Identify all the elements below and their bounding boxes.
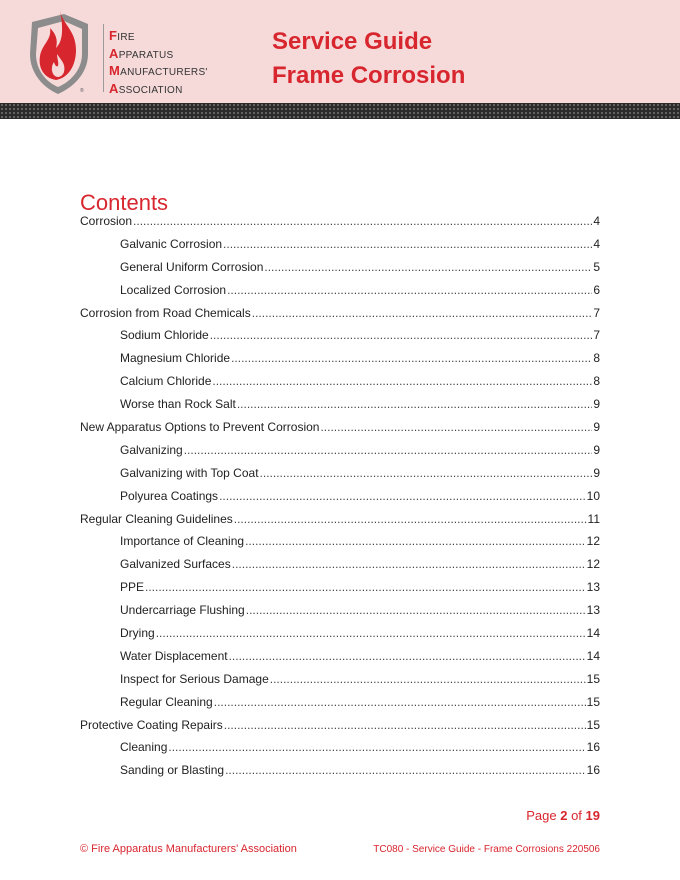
toc-entry[interactable] bbox=[80, 603, 600, 626]
toc-entry-page: 14 bbox=[586, 626, 600, 641]
toc-entry-title: Corrosion bbox=[80, 214, 133, 228]
toc-entry-page: 6 bbox=[593, 282, 600, 297]
toc-entry[interactable] bbox=[80, 397, 600, 420]
toc-leader-dots bbox=[210, 328, 593, 342]
toc-leader-dots bbox=[232, 557, 586, 571]
toc-entry-title: Sanding or Blasting bbox=[120, 763, 225, 778]
toc-entry[interactable] bbox=[80, 328, 600, 351]
toc-entry-title: Polyurea Coatings bbox=[120, 488, 219, 503]
toc-entry-page: 13 bbox=[586, 580, 600, 595]
toc-entry-page: 13 bbox=[586, 603, 600, 618]
toc-entry-page: 14 bbox=[586, 648, 600, 663]
toc-entry[interactable] bbox=[80, 466, 600, 489]
toc-entry[interactable] bbox=[80, 443, 600, 466]
toc-entry[interactable] bbox=[80, 237, 600, 260]
toc-entry-title: Undercarriage Flushing bbox=[120, 603, 245, 618]
toc-entry[interactable] bbox=[80, 695, 600, 718]
toc-entry[interactable] bbox=[80, 214, 600, 237]
toc-entry[interactable] bbox=[80, 420, 600, 443]
toc-entry[interactable] bbox=[80, 718, 600, 741]
toc-entry-page: 16 bbox=[586, 740, 600, 755]
table-of-contents bbox=[80, 214, 600, 786]
toc-leader-dots bbox=[156, 626, 586, 640]
toc-entry-title: Importance of Cleaning bbox=[120, 534, 245, 549]
toc-entry[interactable] bbox=[80, 489, 600, 512]
toc-leader-dots bbox=[234, 512, 587, 526]
toc-entry[interactable] bbox=[80, 672, 600, 695]
toc-entry-page: 10 bbox=[586, 488, 600, 503]
toc-entry-title: Galvanized Surfaces bbox=[120, 557, 231, 572]
toc-entry[interactable] bbox=[80, 626, 600, 649]
footer-document-id: TC080 - Service Guide - Frame Corrosions 220506 bbox=[373, 844, 600, 855]
toc-entry-title: Localized Corrosion bbox=[120, 282, 227, 297]
page-header bbox=[0, 0, 680, 103]
footer-copyright: © Fire Apparatus Manufacturers' Association bbox=[80, 843, 297, 855]
toc-leader-dots bbox=[264, 260, 592, 274]
wordmark-line: FIRE bbox=[109, 28, 135, 43]
toc-leader-dots bbox=[231, 351, 592, 365]
toc-entry-page: 7 bbox=[593, 328, 600, 343]
toc-entry-page: 15 bbox=[586, 671, 600, 686]
toc-leader-dots bbox=[260, 466, 593, 480]
toc-entry-title: Water Displacement bbox=[120, 648, 228, 663]
toc-leader-dots bbox=[212, 374, 592, 388]
toc-leader-dots bbox=[245, 534, 586, 548]
toc-entry-title: Worse than Rock Salt bbox=[120, 397, 236, 412]
toc-entry-page: 4 bbox=[593, 236, 600, 251]
toc-entry-page: 7 bbox=[593, 305, 600, 320]
toc-entry[interactable] bbox=[80, 512, 600, 535]
toc-entry-page: 9 bbox=[593, 442, 600, 457]
toc-leader-dots bbox=[224, 718, 586, 732]
header-texture-strip bbox=[0, 103, 680, 119]
toc-leader-dots bbox=[225, 763, 586, 777]
toc-leader-dots bbox=[219, 489, 586, 503]
toc-entry-title: Calcium Chloride bbox=[120, 374, 212, 389]
toc-leader-dots bbox=[246, 603, 586, 617]
toc-entry-title: PPE bbox=[120, 580, 145, 595]
toc-entry-page: 15 bbox=[586, 694, 600, 709]
toc-entry-page: 12 bbox=[586, 534, 600, 549]
toc-entry-title: Sodium Chloride bbox=[120, 328, 209, 343]
toc-entry[interactable] bbox=[80, 557, 600, 580]
toc-entry-title: Galvanizing with Top Coat bbox=[120, 465, 259, 480]
toc-leader-dots bbox=[184, 443, 593, 457]
toc-leader-dots bbox=[227, 283, 592, 297]
toc-entry-page: 15 bbox=[586, 717, 600, 732]
fama-shield-flame-logo-icon bbox=[24, 8, 96, 96]
toc-entry-page: 9 bbox=[593, 397, 600, 412]
svg-text:®: ® bbox=[80, 88, 84, 94]
toc-entry[interactable] bbox=[80, 351, 600, 374]
toc-entry[interactable] bbox=[80, 283, 600, 306]
toc-leader-dots bbox=[320, 420, 592, 434]
toc-entry[interactable] bbox=[80, 374, 600, 397]
contents-heading: Contents bbox=[80, 190, 169, 215]
toc-entry-title: Magnesium Chloride bbox=[120, 351, 231, 366]
toc-leader-dots bbox=[145, 580, 586, 594]
toc-leader-dots bbox=[229, 649, 586, 663]
toc-entry-page: 9 bbox=[593, 465, 600, 480]
toc-leader-dots bbox=[214, 695, 586, 709]
toc-leader-dots bbox=[168, 740, 585, 754]
toc-entry[interactable] bbox=[80, 740, 600, 763]
toc-entry-title: Galvanizing bbox=[120, 442, 183, 457]
toc-entry[interactable] bbox=[80, 649, 600, 672]
toc-leader-dots bbox=[223, 237, 592, 251]
toc-entry-title: New Apparatus Options to Prevent Corrosion bbox=[80, 420, 320, 435]
toc-entry-page: 8 bbox=[593, 351, 600, 366]
association-wordmark bbox=[109, 28, 208, 98]
toc-entry-title: Drying bbox=[120, 626, 155, 641]
toc-entry-page: 16 bbox=[586, 763, 600, 778]
toc-entry[interactable] bbox=[80, 534, 600, 557]
toc-entry-title: Corrosion from Road Chemicals bbox=[80, 305, 251, 320]
toc-entry-page: 11 bbox=[587, 511, 600, 526]
toc-entry-page: 9 bbox=[593, 420, 600, 435]
wordmark-line: APPARATUS bbox=[109, 45, 174, 61]
toc-leader-dots bbox=[133, 214, 592, 228]
toc-entry-page: 4 bbox=[593, 214, 600, 228]
toc-entry-page: 5 bbox=[593, 259, 600, 274]
logo-divider bbox=[103, 24, 104, 92]
page-indicator: Page 2 of 19 bbox=[526, 808, 600, 823]
toc-entry-page: 8 bbox=[593, 374, 600, 389]
toc-entry[interactable] bbox=[80, 580, 600, 603]
document-title-line2: Frame Corrosion bbox=[272, 62, 466, 89]
toc-leader-dots bbox=[270, 672, 586, 686]
toc-entry-title: Protective Coating Repairs bbox=[80, 717, 223, 732]
toc-leader-dots bbox=[237, 397, 592, 411]
wordmark-line: MANUFACTURERS' bbox=[109, 63, 208, 78]
toc-entry-title: Regular Cleaning bbox=[120, 694, 213, 709]
toc-entry-title: Regular Cleaning Guidelines bbox=[80, 511, 233, 526]
toc-entry-title: Galvanic Corrosion bbox=[120, 236, 223, 251]
toc-entry-title: General Uniform Corrosion bbox=[120, 259, 264, 274]
toc-leader-dots bbox=[252, 306, 593, 320]
toc-entry-page: 12 bbox=[586, 557, 600, 572]
toc-entry[interactable] bbox=[80, 763, 600, 786]
document-title-line1: Service Guide bbox=[272, 28, 433, 55]
toc-entry-title: Inspect for Serious Damage bbox=[120, 671, 269, 686]
toc-entry[interactable] bbox=[80, 306, 600, 329]
toc-entry-title: Cleaning bbox=[120, 740, 168, 755]
toc-entry[interactable] bbox=[80, 260, 600, 283]
wordmark-line: ASSOCIATION bbox=[109, 80, 183, 96]
